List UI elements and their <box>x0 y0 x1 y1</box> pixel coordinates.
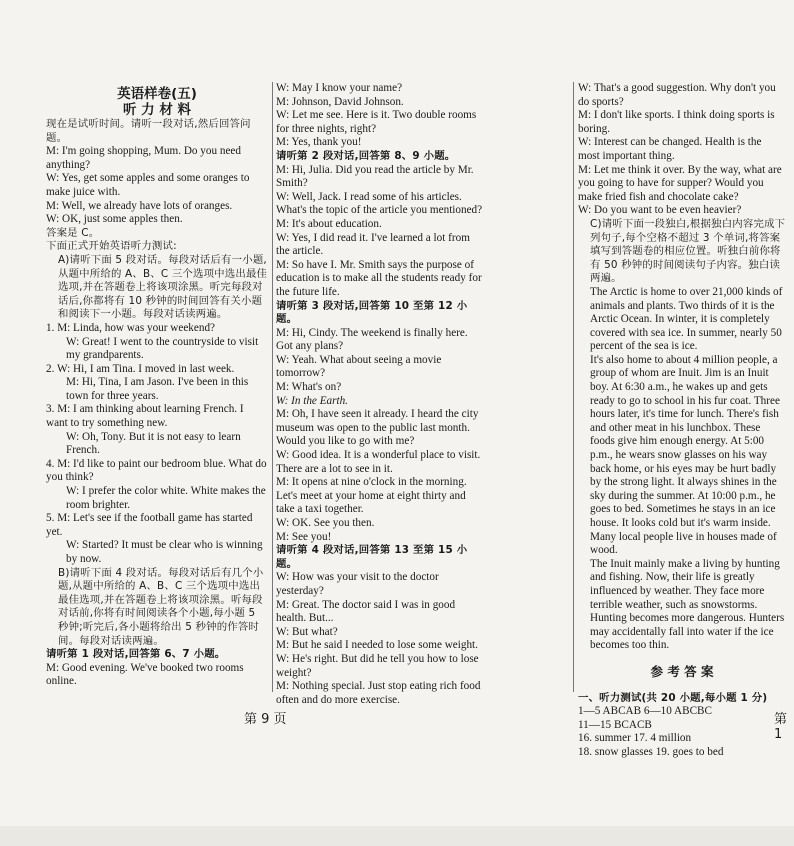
text-line: 5. M: Let's see if the football game has started yet. <box>46 512 253 538</box>
column-right-text <box>578 82 786 653</box>
column-middle-text <box>276 82 484 707</box>
text-line: M: Good evening. We've booked two rooms online. <box>46 661 244 688</box>
text-line: W: May I know your name? <box>276 82 403 94</box>
text-line: 3. M: I am thinking about learning French. I want to try something new. <box>46 403 244 430</box>
text-line: 2. W: Hi, I am Tina. I moved in last week. <box>46 362 235 375</box>
text-line: 现在是试听时间。请听一段对话,然后回答问题。 <box>46 118 251 144</box>
text-line: M: Great. The doctor said I was in good health. But... <box>276 598 456 625</box>
text-line: M: Hi, Tina, I am Jason. I've been in this town for three years. <box>66 376 249 402</box>
text-line: M: Oh, I have seen it already. I heard the city museum was open to the public last month. Would you like to go with me? <box>276 408 479 448</box>
text-line: 下面正式开始英语听力测试: <box>46 240 177 253</box>
text-line: M: Nothing special. Just stop eating rich food often and do more exercise. <box>276 680 481 706</box>
page-bottom-margin <box>0 826 794 846</box>
text-line: W: OK. See you then. <box>276 517 375 529</box>
text-line: M: Well, we already have lots of oranges. <box>46 199 233 212</box>
text-line: M: See you! <box>276 530 332 543</box>
text-line: W: How was your visit to the doctor yesterday? <box>276 571 439 597</box>
text-line: M: What's on? <box>276 381 342 394</box>
text-line: W: Yes, I did read it. I've learned a lot from the article. <box>276 231 470 258</box>
column-divider-right <box>573 82 574 692</box>
text-line: M: It opens at nine o'clock in the morning. Let's meet at your home at eight thirty and take a taxi together. <box>276 476 467 516</box>
text-line: M: But he said I needed to lose some weight. <box>276 639 478 652</box>
text-line: M: Johnson, David Johnson. <box>276 95 404 108</box>
text-line: It's also home to about 4 million people, a group of whom are Inuit. Jim is an Inuit boy. At 6:30 a.m., he wakes up and gets ready to go to school in his fur coat. Three hours later, it's time for lunch. There's fish and other meat in his lunchbox. These foods give him enough energy. At 5:00 p.m., he wears snow glasses on his way back home, or his eyes may be hurt badly by the strong light. It always shines in the sky during the summer. At 10:00 p.m., he goes to bed. Sometimes he stays in an ice house. It looks cold but it's warm inside. Many local people live in houses made of wood. <box>590 353 780 557</box>
answer-key <box>578 692 786 760</box>
section-subtitle: 听 力 材 料 <box>122 102 192 118</box>
text-line: W: I prefer the color white. White makes the room brighter. <box>66 485 266 511</box>
answer-line: 16. summer 17. 4 million <box>578 732 692 745</box>
page-number-right: 第 1 <box>774 712 788 742</box>
text-line: M: Hi, Julia. Did you read the article by Mr. Smith? <box>276 163 474 190</box>
answer-line: 11—15 BCACB <box>578 718 652 731</box>
text-line: A)请听下面 5 段对话。每段对话后有一小题,从题中所给的 A、B、C 三个选项中选出最佳选项,并在答题卷上将该项涂黑。听完每段对话后,你都将有 10 秒钟的时间回答有关小题和阅读下一小题。每段对话读两遍。 <box>58 253 268 321</box>
column-middle <box>276 82 484 707</box>
text-line: The Arctic is home to over 21,000 kinds of animals and plants. Two thirds of it is the Arctic Ocean. In winter, it is completely covered with sea ice. In summer, nearly 50 percent of the sea is ice. <box>590 285 783 353</box>
column-divider-left <box>272 82 273 692</box>
text-line: W: Great! I went to the countryside to visit my grandparents. <box>66 335 259 362</box>
answer-line: 18. snow glasses 19. goes to bed <box>578 745 724 758</box>
text-line: W: Started? It must be clear who is winning by now. <box>66 539 263 565</box>
text-line: W: That's a good suggestion. Why don't you do sports? <box>578 82 776 108</box>
text-line: W: Interest can be changed. Health is the most important thing. <box>578 136 762 162</box>
exam-title: 英语样卷(五) <box>117 86 197 102</box>
answer-line: 1—5 ABCAB 6—10 ABCBC <box>578 705 712 718</box>
page-number-left: 第 9 页 <box>244 712 287 727</box>
text-line: M: I'm going shopping, Mum. Do you need anything? <box>46 145 241 171</box>
text-line: M: Yes, thank you! <box>276 136 362 149</box>
text-line: 请听第 2 段对话,回答第 8、9 小题。 <box>276 149 456 162</box>
text-line: M: Hi, Cindy. The weekend is finally here. Got any plans? <box>276 326 468 353</box>
text-line: 4. M: I'd like to paint our bedroom blue. What do you think? <box>46 457 267 484</box>
text-line: 答案是 C。 <box>46 226 100 239</box>
column-left-text <box>46 118 268 689</box>
column-left <box>46 86 268 689</box>
text-line: W: Yeah. What about seeing a movie tomorrow? <box>276 353 442 380</box>
text-line: W: But what? <box>276 625 338 638</box>
text-line: W: Well, Jack. I read some of his articles. What's the topic of the article you mentioned? <box>276 190 483 217</box>
text-line: W: He's right. But did he tell you how to lose weight? <box>276 652 479 679</box>
text-line: W: Do you want to be even heavier? <box>578 204 742 217</box>
text-line: W: In the Earth. <box>276 394 348 407</box>
text-line: C)请听下面一段独白,根据独白内容完成下列句子,每个空格不超过 3 个单词,将答案填写到答题卷的相应位置。听独白前你将有 50 秒钟的时间阅读句子内容。独白读两遍。 <box>590 217 786 285</box>
text-line: W: Oh, Tony. But it is not easy to learn French. <box>66 430 241 457</box>
text-line: The Inuit mainly make a living by hunting and fishing. Now, their life is greatly influenced by weather. They face more terrible weather, such as snowstorms. Hunting becomes more dangerous. Hunters may accidentally fall into water if the ice becomes too thin. <box>590 557 785 652</box>
text-line: W: OK, just some apples then. <box>46 213 183 226</box>
text-line: M: I don't like sports. I think doing sports is boring. <box>578 109 775 135</box>
text-line: 请听第 1 段对话,回答第 6、7 小题。 <box>46 648 226 661</box>
text-line: W: Let me see. Here is it. Two double rooms for three nights, right? <box>276 109 477 135</box>
text-line: W: Yes, get some apples and some oranges to make juice with. <box>46 172 250 198</box>
text-line: M: It's about education. <box>276 217 382 230</box>
column-right <box>578 82 786 760</box>
text-line: 请听第 3 段对话,回答第 10 至第 12 小题。 <box>276 299 468 326</box>
answer-line: 一、听力测试(共 20 小题,每小题 1 分) <box>578 691 768 704</box>
text-line: M: Let me think it over. By the way, what are you going to have for supper? Would you make fried fish and chocolate cake? <box>578 163 782 203</box>
answers-title: 参 考 答 案 <box>650 664 714 680</box>
text-line: 请听第 4 段对话,回答第 13 至第 15 小题。 <box>276 544 468 570</box>
text-line: W: Good idea. It is a wonderful place to visit. There are a lot to see in it. <box>276 449 481 475</box>
text-line: M: So have I. Mr. Smith says the purpose of education is to make all the students ready for the future life. <box>276 258 482 298</box>
text-line: B)请听下面 4 段对话。每段对话后有几个小题,从题中所给的 A、B、C 三个选项中选出最佳选项,并在答题卷上将该项涂黑。听每段对话前,你将有时间阅读各个小题,每小题 5 秒钟;听完后,各小题将给出 5 秒钟的作答时间。每段对话读两遍。 <box>58 566 264 647</box>
text-line: 1. M: Linda, how was your weekend? <box>46 321 216 334</box>
